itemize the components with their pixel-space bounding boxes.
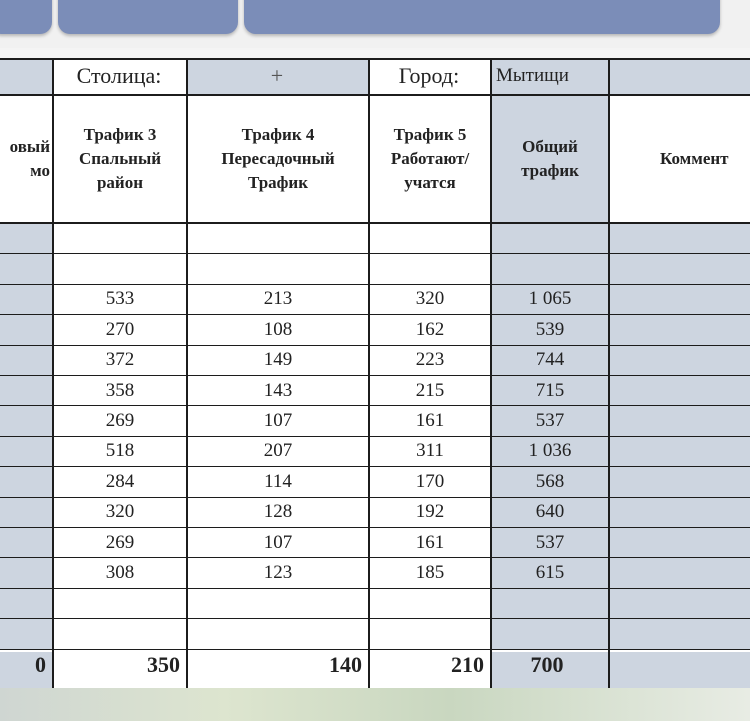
total-total: 700 bbox=[492, 652, 608, 692]
empty-cell[interactable] bbox=[610, 558, 750, 587]
meta-blank-cell bbox=[0, 58, 52, 94]
empty-cell[interactable] bbox=[492, 619, 608, 648]
empty-cell[interactable] bbox=[188, 254, 368, 283]
cell-t4[interactable]: 128 bbox=[188, 498, 368, 527]
cell-t5[interactable]: 311 bbox=[370, 437, 490, 466]
grid-hline bbox=[0, 557, 750, 558]
empty-cell[interactable] bbox=[370, 224, 490, 253]
empty-cell[interactable] bbox=[0, 528, 52, 557]
cell-t4[interactable]: 143 bbox=[188, 376, 368, 405]
grid-vline bbox=[368, 58, 370, 721]
grid-vline bbox=[186, 58, 188, 721]
grid-hline bbox=[0, 466, 750, 467]
toolbar-tab-1[interactable] bbox=[0, 0, 52, 34]
grid-vline bbox=[490, 58, 492, 721]
grid-hline bbox=[0, 649, 750, 650]
cell-t4[interactable]: 107 bbox=[188, 406, 368, 435]
grid-hline bbox=[0, 284, 750, 285]
cell-t3[interactable]: 269 bbox=[54, 528, 186, 557]
cell-t3[interactable]: 358 bbox=[54, 376, 186, 405]
empty-cell[interactable] bbox=[0, 589, 52, 618]
toolbar-tab-3[interactable] bbox=[244, 0, 720, 34]
empty-cell[interactable] bbox=[54, 254, 186, 283]
header-traffic3 bbox=[54, 96, 186, 222]
empty-cell[interactable] bbox=[0, 315, 52, 344]
empty-cell[interactable] bbox=[54, 589, 186, 618]
capital-value[interactable]: + bbox=[186, 58, 368, 94]
empty-cell[interactable] bbox=[610, 528, 750, 557]
cell-t3[interactable]: 320 bbox=[54, 498, 186, 527]
cell-total[interactable]: 744 bbox=[492, 346, 608, 375]
toolbar-tab-2[interactable] bbox=[58, 0, 238, 34]
bottom-image-strip bbox=[0, 688, 750, 721]
empty-cell[interactable] bbox=[0, 498, 52, 527]
empty-cell[interactable] bbox=[610, 406, 750, 435]
empty-cell[interactable] bbox=[0, 346, 52, 375]
empty-cell[interactable] bbox=[610, 285, 750, 314]
empty-cell[interactable] bbox=[492, 589, 608, 618]
empty-cell[interactable] bbox=[610, 437, 750, 466]
grid-hline bbox=[0, 314, 750, 315]
cell-t5[interactable]: 223 bbox=[370, 346, 490, 375]
empty-cell[interactable] bbox=[0, 285, 52, 314]
cell-t5[interactable]: 185 bbox=[370, 558, 490, 587]
cell-t4[interactable]: 107 bbox=[188, 528, 368, 557]
cell-t5[interactable]: 215 bbox=[370, 376, 490, 405]
empty-cell[interactable] bbox=[610, 498, 750, 527]
cell-total[interactable]: 1 065 bbox=[492, 285, 608, 314]
header-traffic5 bbox=[370, 96, 490, 222]
empty-cell[interactable] bbox=[54, 619, 186, 648]
header-total-text: Общий трафик bbox=[521, 137, 579, 180]
empty-cell[interactable] bbox=[188, 224, 368, 253]
header-traffic3-text: Трафик 3 Спальный район bbox=[78, 125, 162, 192]
cell-t3[interactable]: 308 bbox=[54, 558, 186, 587]
empty-cell[interactable] bbox=[610, 376, 750, 405]
cell-t3[interactable]: 518 bbox=[54, 437, 186, 466]
total-blank bbox=[610, 652, 750, 692]
empty-cell[interactable] bbox=[610, 315, 750, 344]
cell-total[interactable]: 568 bbox=[492, 467, 608, 496]
grid-hline bbox=[0, 405, 750, 406]
cell-t5[interactable]: 192 bbox=[370, 498, 490, 527]
header-traffic2-text: овый мо bbox=[9, 137, 50, 180]
cell-t4[interactable]: 149 bbox=[188, 346, 368, 375]
grid-hline bbox=[0, 253, 750, 254]
cell-t5[interactable]: 170 bbox=[370, 467, 490, 496]
cell-total[interactable]: 537 bbox=[492, 528, 608, 557]
header-total bbox=[492, 96, 608, 222]
header-comment-text: Коммент bbox=[660, 149, 729, 168]
grid-hline bbox=[0, 94, 750, 96]
cell-t5[interactable]: 161 bbox=[370, 406, 490, 435]
empty-cell[interactable] bbox=[610, 224, 750, 253]
city-value[interactable]: Мытищи bbox=[490, 58, 750, 94]
empty-cell[interactable] bbox=[370, 254, 490, 283]
empty-cell[interactable] bbox=[0, 224, 52, 253]
cell-total[interactable]: 1 036 bbox=[492, 437, 608, 466]
grid-vline bbox=[608, 58, 610, 721]
empty-cell[interactable] bbox=[610, 254, 750, 283]
empty-cell[interactable] bbox=[492, 254, 608, 283]
cell-t4[interactable]: 213 bbox=[188, 285, 368, 314]
cell-t4[interactable]: 108 bbox=[188, 315, 368, 344]
grid-hline bbox=[0, 345, 750, 346]
empty-cell[interactable] bbox=[492, 224, 608, 253]
empty-cell[interactable] bbox=[610, 467, 750, 496]
empty-cell[interactable] bbox=[0, 467, 52, 496]
empty-cell[interactable] bbox=[610, 346, 750, 375]
cell-total[interactable]: 715 bbox=[492, 376, 608, 405]
cell-t4[interactable]: 123 bbox=[188, 558, 368, 587]
cell-total[interactable]: 537 bbox=[492, 406, 608, 435]
header-traffic4 bbox=[188, 96, 368, 222]
empty-cell[interactable] bbox=[0, 619, 52, 648]
total-t2: 0 bbox=[0, 652, 52, 692]
empty-cell[interactable] bbox=[54, 224, 186, 253]
cell-t3[interactable]: 284 bbox=[54, 467, 186, 496]
empty-cell[interactable] bbox=[370, 589, 490, 618]
toolbar-strip bbox=[0, 0, 750, 48]
grid-vline bbox=[52, 58, 54, 721]
cell-total[interactable]: 615 bbox=[492, 558, 608, 587]
capital-label: Столица: bbox=[52, 58, 186, 94]
empty-cell[interactable] bbox=[0, 376, 52, 405]
grid-hline bbox=[0, 588, 750, 589]
cell-t5[interactable]: 320 bbox=[370, 285, 490, 314]
cell-t3[interactable]: 270 bbox=[54, 315, 186, 344]
cell-t3[interactable]: 269 bbox=[54, 406, 186, 435]
cell-t5[interactable]: 162 bbox=[370, 315, 490, 344]
cell-t5[interactable]: 161 bbox=[370, 528, 490, 557]
grid-hline bbox=[0, 618, 750, 619]
empty-cell[interactable] bbox=[0, 254, 52, 283]
traffic-table bbox=[0, 58, 750, 721]
grid-hline bbox=[0, 223, 750, 224]
empty-cell[interactable] bbox=[610, 589, 750, 618]
empty-cell[interactable] bbox=[370, 619, 490, 648]
empty-cell[interactable] bbox=[0, 406, 52, 435]
empty-cell[interactable] bbox=[0, 558, 52, 587]
grid-hline bbox=[0, 527, 750, 528]
grid-hline bbox=[0, 58, 750, 60]
total-t4: 140 bbox=[188, 652, 368, 692]
header-traffic2 bbox=[0, 96, 52, 222]
cell-t4[interactable]: 114 bbox=[188, 467, 368, 496]
header-traffic4-text: Трафик 4 Пересадочный Трафик bbox=[221, 125, 335, 192]
grid-hline bbox=[0, 436, 750, 437]
cell-t3[interactable]: 533 bbox=[54, 285, 186, 314]
city-label: Город: bbox=[368, 58, 490, 94]
total-t5: 210 bbox=[370, 652, 490, 692]
empty-cell[interactable] bbox=[610, 619, 750, 648]
empty-cell[interactable] bbox=[188, 589, 368, 618]
header-traffic5-text: Трафик 5 Работают/ учатся bbox=[390, 125, 470, 192]
cell-t4[interactable]: 207 bbox=[188, 437, 368, 466]
cell-total[interactable]: 539 bbox=[492, 315, 608, 344]
cell-t3[interactable]: 372 bbox=[54, 346, 186, 375]
grid-hline bbox=[0, 497, 750, 498]
empty-cell[interactable] bbox=[188, 619, 368, 648]
empty-cell[interactable] bbox=[0, 437, 52, 466]
header-comment bbox=[610, 96, 750, 222]
total-t3: 350 bbox=[54, 652, 186, 692]
cell-total[interactable]: 640 bbox=[492, 498, 608, 527]
grid-hline bbox=[0, 375, 750, 376]
